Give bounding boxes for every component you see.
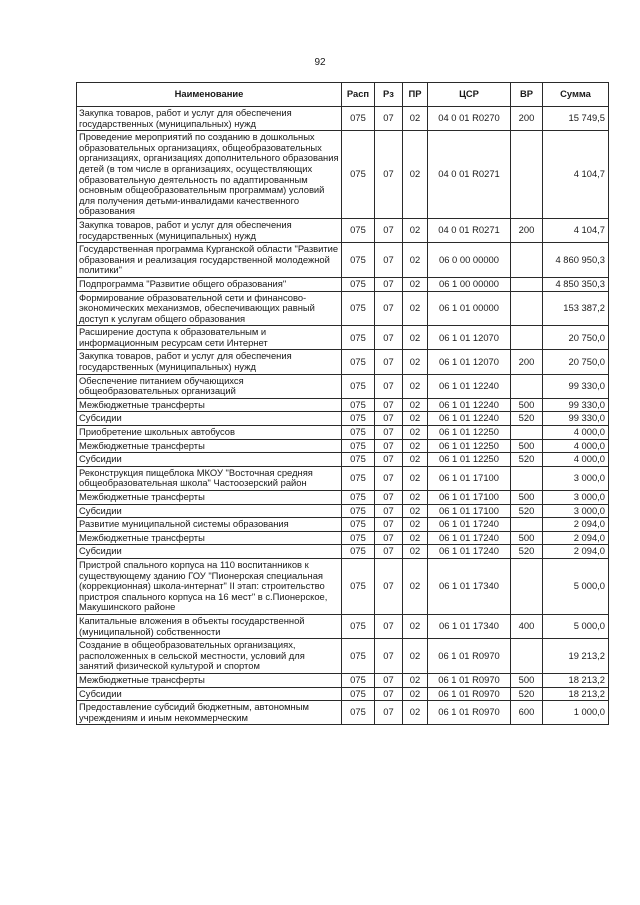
table-row bbox=[77, 412, 609, 426]
row-sum-cell: 5 000,0 bbox=[543, 558, 609, 614]
row-vr-cell bbox=[511, 466, 543, 490]
table-row bbox=[77, 291, 609, 326]
header-rz: Рз bbox=[375, 83, 403, 107]
row-csr-cell: 06 1 01 00000 bbox=[428, 291, 511, 326]
row-sum-cell: 20 750,0 bbox=[543, 350, 609, 374]
row-csr-cell: 06 1 01 17240 bbox=[428, 531, 511, 545]
row-pr-cell: 02 bbox=[403, 531, 428, 545]
row-sum-cell: 99 330,0 bbox=[543, 398, 609, 412]
row-vr-cell bbox=[511, 426, 543, 440]
row-name-cell: Подпрограмма "Развитие общего образования" bbox=[77, 277, 342, 291]
table-row bbox=[77, 398, 609, 412]
row-vr-cell: 400 bbox=[511, 614, 543, 638]
row-rz-cell: 07 bbox=[375, 326, 403, 350]
header-rasp: Расп bbox=[342, 83, 375, 107]
table-row bbox=[77, 439, 609, 453]
row-rz-cell: 07 bbox=[375, 531, 403, 545]
table-row bbox=[77, 326, 609, 350]
row-name-cell: Формирование образовательной сети и финансово-экономических механизмов, обеспечивающих равный доступ к услугам общего образования bbox=[77, 291, 342, 326]
row-name-cell: Субсидии bbox=[77, 453, 342, 467]
row-rz-cell: 07 bbox=[375, 701, 403, 725]
row-sum-cell: 20 750,0 bbox=[543, 326, 609, 350]
row-rz-cell: 07 bbox=[375, 639, 403, 674]
row-pr-cell: 02 bbox=[403, 107, 428, 131]
row-rasp-cell: 075 bbox=[342, 243, 375, 278]
row-name-cell: Проведение мероприятий по созданию в дошкольных образовательных организациях, общеобразовательных организациях, организациях дополнительного образования детей (в том числе в организациях, осуществляющих образовательную деятельность по адаптированным основным общеобразовательным программам) условий для получения детьми-инвалидами качественного образования bbox=[77, 131, 342, 219]
row-csr-cell: 06 1 01 17240 bbox=[428, 545, 511, 559]
row-name-cell: Реконструкция пищеблока МКОУ "Восточная средняя общеобразовательная школа" Частоозерский район bbox=[77, 466, 342, 490]
row-vr-cell: 520 bbox=[511, 412, 543, 426]
row-vr-cell: 500 bbox=[511, 439, 543, 453]
row-sum-cell: 4 860 950,3 bbox=[543, 243, 609, 278]
row-rasp-cell: 075 bbox=[342, 558, 375, 614]
row-csr-cell: 06 1 01 12240 bbox=[428, 398, 511, 412]
row-sum-cell: 15 749,5 bbox=[543, 107, 609, 131]
table-row bbox=[77, 277, 609, 291]
table-row bbox=[77, 243, 609, 278]
header-sum: Сумма bbox=[543, 83, 609, 107]
row-sum-cell: 3 000,0 bbox=[543, 504, 609, 518]
table-row bbox=[77, 673, 609, 687]
row-name-cell: Субсидии bbox=[77, 412, 342, 426]
row-pr-cell: 02 bbox=[403, 453, 428, 467]
row-csr-cell: 06 1 01 12240 bbox=[428, 412, 511, 426]
row-csr-cell: 06 1 01 R0970 bbox=[428, 639, 511, 674]
row-pr-cell: 02 bbox=[403, 701, 428, 725]
row-pr-cell: 02 bbox=[403, 398, 428, 412]
row-name-cell: Межбюджетные трансферты bbox=[77, 673, 342, 687]
row-sum-cell: 4 104,7 bbox=[543, 131, 609, 219]
row-sum-cell: 2 094,0 bbox=[543, 545, 609, 559]
row-rasp-cell: 075 bbox=[342, 491, 375, 505]
row-rasp-cell: 075 bbox=[342, 545, 375, 559]
row-pr-cell: 02 bbox=[403, 426, 428, 440]
row-csr-cell: 04 0 01 R0271 bbox=[428, 131, 511, 219]
row-pr-cell: 02 bbox=[403, 218, 428, 242]
row-sum-cell: 18 213,2 bbox=[543, 687, 609, 701]
row-csr-cell: 06 1 01 12250 bbox=[428, 453, 511, 467]
row-vr-cell: 200 bbox=[511, 107, 543, 131]
row-name-cell: Субсидии bbox=[77, 545, 342, 559]
table-row bbox=[77, 374, 609, 398]
row-sum-cell: 5 000,0 bbox=[543, 614, 609, 638]
row-rasp-cell: 075 bbox=[342, 531, 375, 545]
table-row bbox=[77, 558, 609, 614]
row-pr-cell: 02 bbox=[403, 518, 428, 532]
row-csr-cell: 06 1 01 12240 bbox=[428, 374, 511, 398]
table-row bbox=[77, 131, 609, 219]
row-vr-cell: 520 bbox=[511, 453, 543, 467]
row-sum-cell: 1 000,0 bbox=[543, 701, 609, 725]
row-name-cell: Закупка товаров, работ и услуг для обеспечения государственных (муниципальных) нужд bbox=[77, 107, 342, 131]
row-rz-cell: 07 bbox=[375, 545, 403, 559]
header-csr: ЦСР bbox=[428, 83, 511, 107]
row-rz-cell: 07 bbox=[375, 673, 403, 687]
row-rasp-cell: 075 bbox=[342, 701, 375, 725]
row-pr-cell: 02 bbox=[403, 545, 428, 559]
row-name-cell: Расширение доступа к образовательным и информационным ресурсам сети Интернет bbox=[77, 326, 342, 350]
row-rz-cell: 07 bbox=[375, 687, 403, 701]
row-name-cell: Капитальные вложения в объекты государственной (муниципальной) собственности bbox=[77, 614, 342, 638]
row-vr-cell bbox=[511, 639, 543, 674]
table-row bbox=[77, 504, 609, 518]
page-number: 92 bbox=[314, 57, 326, 68]
row-rz-cell: 07 bbox=[375, 412, 403, 426]
row-vr-cell: 520 bbox=[511, 687, 543, 701]
row-pr-cell: 02 bbox=[403, 291, 428, 326]
row-pr-cell: 02 bbox=[403, 558, 428, 614]
row-csr-cell: 06 1 01 R0970 bbox=[428, 701, 511, 725]
row-sum-cell: 4 104,7 bbox=[543, 218, 609, 242]
row-name-cell: Развитие муниципальной системы образования bbox=[77, 518, 342, 532]
row-vr-cell: 500 bbox=[511, 673, 543, 687]
row-name-cell: Субсидии bbox=[77, 504, 342, 518]
row-rz-cell: 07 bbox=[375, 504, 403, 518]
row-pr-cell: 02 bbox=[403, 639, 428, 674]
row-csr-cell: 06 1 01 R0970 bbox=[428, 687, 511, 701]
row-sum-cell: 4 000,0 bbox=[543, 453, 609, 467]
row-sum-cell: 4 000,0 bbox=[543, 439, 609, 453]
row-name-cell: Приобретение школьных автобусов bbox=[77, 426, 342, 440]
row-rasp-cell: 075 bbox=[342, 398, 375, 412]
table-row bbox=[77, 218, 609, 242]
row-sum-cell: 4 850 350,3 bbox=[543, 277, 609, 291]
table-row bbox=[77, 350, 609, 374]
row-vr-cell bbox=[511, 374, 543, 398]
row-csr-cell: 06 1 01 12250 bbox=[428, 426, 511, 440]
row-vr-cell bbox=[511, 558, 543, 614]
row-csr-cell: 06 1 01 12250 bbox=[428, 439, 511, 453]
table-row bbox=[77, 107, 609, 131]
row-sum-cell: 153 387,2 bbox=[543, 291, 609, 326]
row-sum-cell: 18 213,2 bbox=[543, 673, 609, 687]
row-csr-cell: 06 1 01 17100 bbox=[428, 491, 511, 505]
row-csr-cell: 06 1 00 00000 bbox=[428, 277, 511, 291]
row-rasp-cell: 075 bbox=[342, 218, 375, 242]
row-csr-cell: 06 1 01 12070 bbox=[428, 326, 511, 350]
row-name-cell: Субсидии bbox=[77, 687, 342, 701]
row-name-cell: Межбюджетные трансферты bbox=[77, 531, 342, 545]
row-rasp-cell: 075 bbox=[342, 326, 375, 350]
row-vr-cell bbox=[511, 277, 543, 291]
row-rz-cell: 07 bbox=[375, 558, 403, 614]
row-rasp-cell: 075 bbox=[342, 639, 375, 674]
row-rasp-cell: 075 bbox=[342, 131, 375, 219]
row-pr-cell: 02 bbox=[403, 277, 428, 291]
row-rz-cell: 07 bbox=[375, 426, 403, 440]
row-rz-cell: 07 bbox=[375, 518, 403, 532]
table-row bbox=[77, 687, 609, 701]
table-row bbox=[77, 466, 609, 490]
table-row bbox=[77, 701, 609, 725]
table-row bbox=[77, 614, 609, 638]
row-sum-cell: 99 330,0 bbox=[543, 374, 609, 398]
row-rasp-cell: 075 bbox=[342, 374, 375, 398]
row-name-cell: Межбюджетные трансферты bbox=[77, 491, 342, 505]
row-rz-cell: 07 bbox=[375, 374, 403, 398]
table-row bbox=[77, 531, 609, 545]
row-csr-cell: 06 1 01 12070 bbox=[428, 350, 511, 374]
row-vr-cell bbox=[511, 518, 543, 532]
row-rasp-cell: 075 bbox=[342, 426, 375, 440]
row-pr-cell: 02 bbox=[403, 687, 428, 701]
row-vr-cell: 600 bbox=[511, 701, 543, 725]
row-name-cell: Межбюджетные трансферты bbox=[77, 398, 342, 412]
row-rz-cell: 07 bbox=[375, 453, 403, 467]
row-pr-cell: 02 bbox=[403, 614, 428, 638]
row-rz-cell: 07 bbox=[375, 291, 403, 326]
row-rz-cell: 07 bbox=[375, 243, 403, 278]
row-vr-cell: 500 bbox=[511, 398, 543, 412]
row-rasp-cell: 075 bbox=[342, 439, 375, 453]
row-rasp-cell: 075 bbox=[342, 453, 375, 467]
row-csr-cell: 04 0 01 R0270 bbox=[428, 107, 511, 131]
row-name-cell: Предоставление субсидий бюджетным, автономным учреждениям и иным некоммерческим bbox=[77, 701, 342, 725]
row-pr-cell: 02 bbox=[403, 466, 428, 490]
row-vr-cell bbox=[511, 243, 543, 278]
table-header-row bbox=[77, 83, 609, 107]
row-sum-cell: 19 213,2 bbox=[543, 639, 609, 674]
row-csr-cell: 06 1 01 17340 bbox=[428, 614, 511, 638]
row-rasp-cell: 075 bbox=[342, 291, 375, 326]
row-rasp-cell: 075 bbox=[342, 412, 375, 426]
row-name-cell: Закупка товаров, работ и услуг для обеспечения государственных (муниципальных) нужд bbox=[77, 218, 342, 242]
table-row bbox=[77, 453, 609, 467]
table-row bbox=[77, 426, 609, 440]
row-pr-cell: 02 bbox=[403, 350, 428, 374]
table-row bbox=[77, 518, 609, 532]
row-vr-cell: 500 bbox=[511, 491, 543, 505]
row-rz-cell: 07 bbox=[375, 466, 403, 490]
row-rz-cell: 07 bbox=[375, 277, 403, 291]
row-vr-cell bbox=[511, 326, 543, 350]
row-sum-cell: 4 000,0 bbox=[543, 426, 609, 440]
row-rasp-cell: 075 bbox=[342, 504, 375, 518]
budget-table bbox=[76, 82, 609, 725]
table-row bbox=[77, 491, 609, 505]
row-rasp-cell: 075 bbox=[342, 687, 375, 701]
row-vr-cell: 520 bbox=[511, 504, 543, 518]
row-name-cell: Создание в общеобразовательных организациях, расположенных в сельской местности, условий для занятий физической культурой и спортом bbox=[77, 639, 342, 674]
row-rz-cell: 07 bbox=[375, 398, 403, 412]
row-sum-cell: 3 000,0 bbox=[543, 491, 609, 505]
row-sum-cell: 3 000,0 bbox=[543, 466, 609, 490]
row-pr-cell: 02 bbox=[403, 491, 428, 505]
row-pr-cell: 02 bbox=[403, 374, 428, 398]
row-vr-cell: 520 bbox=[511, 545, 543, 559]
row-pr-cell: 02 bbox=[403, 412, 428, 426]
header-name: Наименование bbox=[77, 83, 342, 107]
row-rz-cell: 07 bbox=[375, 491, 403, 505]
row-csr-cell: 04 0 01 R0271 bbox=[428, 218, 511, 242]
row-rz-cell: 07 bbox=[375, 439, 403, 453]
row-rz-cell: 07 bbox=[375, 107, 403, 131]
row-vr-cell: 200 bbox=[511, 350, 543, 374]
table-row bbox=[77, 545, 609, 559]
row-pr-cell: 02 bbox=[403, 131, 428, 219]
row-rasp-cell: 075 bbox=[342, 518, 375, 532]
row-rasp-cell: 075 bbox=[342, 673, 375, 687]
row-name-cell: Закупка товаров, работ и услуг для обеспечения государственных (муниципальных) нужд bbox=[77, 350, 342, 374]
row-rz-cell: 07 bbox=[375, 131, 403, 219]
row-vr-cell bbox=[511, 291, 543, 326]
row-csr-cell: 06 1 01 17340 bbox=[428, 558, 511, 614]
row-vr-cell: 500 bbox=[511, 531, 543, 545]
row-rasp-cell: 075 bbox=[342, 466, 375, 490]
row-pr-cell: 02 bbox=[403, 439, 428, 453]
row-vr-cell: 200 bbox=[511, 218, 543, 242]
row-pr-cell: 02 bbox=[403, 504, 428, 518]
table-row bbox=[77, 639, 609, 674]
row-csr-cell: 06 1 01 17100 bbox=[428, 466, 511, 490]
row-csr-cell: 06 1 01 R0970 bbox=[428, 673, 511, 687]
row-csr-cell: 06 1 01 17100 bbox=[428, 504, 511, 518]
header-vr: ВР bbox=[511, 83, 543, 107]
row-csr-cell: 06 1 01 17240 bbox=[428, 518, 511, 532]
row-pr-cell: 02 bbox=[403, 673, 428, 687]
row-vr-cell bbox=[511, 131, 543, 219]
row-rasp-cell: 075 bbox=[342, 350, 375, 374]
row-name-cell: Пристрой спального корпуса на 110 воспитанников к существующему зданию ГОУ "Пионерская специальная (коррекционная) школа-интернат" II этап: строительство пристроя спального корпуса на 16 мест" в с.Пионерское, Макушинского районе bbox=[77, 558, 342, 614]
row-rz-cell: 07 bbox=[375, 218, 403, 242]
row-name-cell: Межбюджетные трансферты bbox=[77, 439, 342, 453]
row-csr-cell: 06 0 00 00000 bbox=[428, 243, 511, 278]
row-rz-cell: 07 bbox=[375, 614, 403, 638]
row-rz-cell: 07 bbox=[375, 350, 403, 374]
row-name-cell: Обеспечение питанием обучающихся общеобразовательных организаций bbox=[77, 374, 342, 398]
header-pr: ПР bbox=[403, 83, 428, 107]
row-pr-cell: 02 bbox=[403, 243, 428, 278]
row-rasp-cell: 075 bbox=[342, 614, 375, 638]
row-rasp-cell: 075 bbox=[342, 107, 375, 131]
row-rasp-cell: 075 bbox=[342, 277, 375, 291]
row-sum-cell: 2 094,0 bbox=[543, 531, 609, 545]
row-sum-cell: 2 094,0 bbox=[543, 518, 609, 532]
row-sum-cell: 99 330,0 bbox=[543, 412, 609, 426]
row-pr-cell: 02 bbox=[403, 326, 428, 350]
row-name-cell: Государственная программа Курганской области "Развитие образования и реализация государственной молодежной политики" bbox=[77, 243, 342, 278]
